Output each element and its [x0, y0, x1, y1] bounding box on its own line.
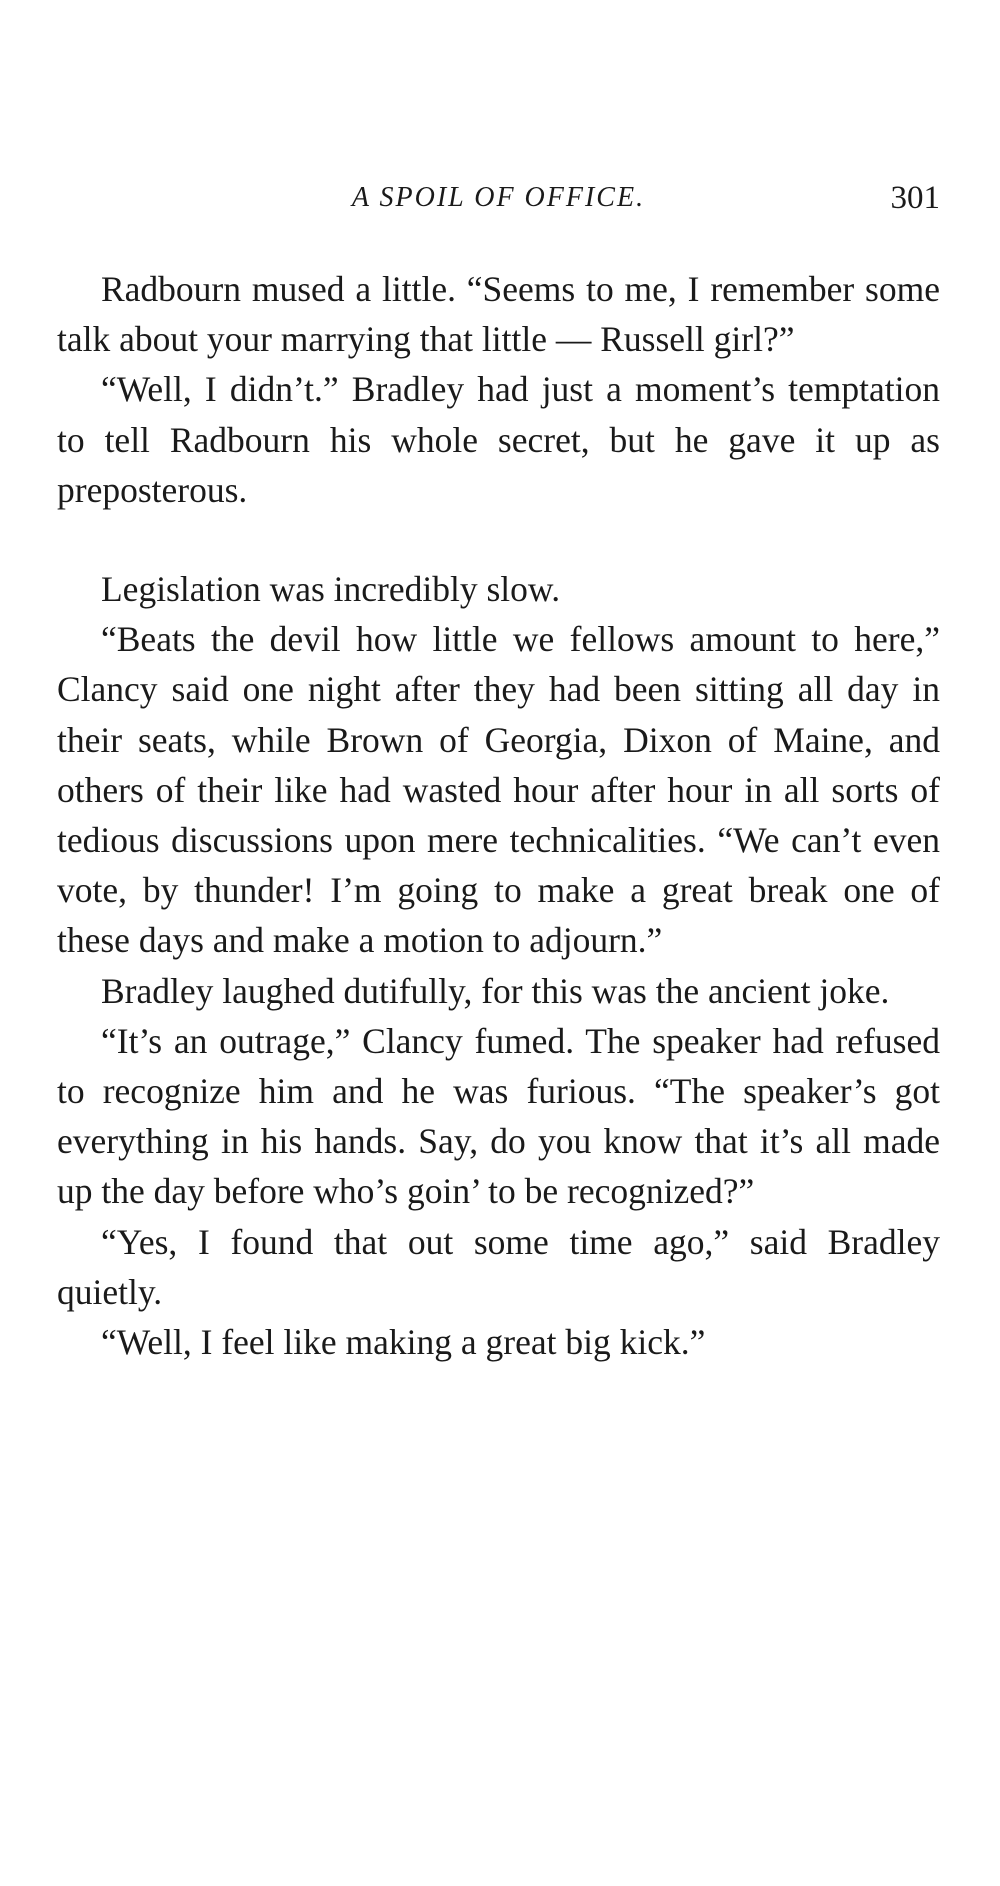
paragraph: “Beats the devil how little we fellows amount to here,” Clancy said one night after they had been sitting all day in their seats, while Brown of Georgia, Dixon of Maine, and others of their like had wasted hour after hour in all sorts of tedious discussions upon mere technicalities. “We can’t even vote, by thunder! I’m going to make a great break one of these days and make a motion to adjourn.”: [57, 619, 940, 961]
paragraph: “Well, I didn’t.” Bradley had just a moment’s temptation to tell Radbourn his whole secret, but he gave it up as preposterous.: [57, 369, 940, 510]
paragraph: Bradley laughed dutifully, for this was the ancient joke.: [101, 970, 890, 1011]
paragraph: “It’s an outrage,” Clancy fumed. The speaker had refused to recognize him and he was furious. “The speaker’s got everything in his hands. Say, do you know that it’s all made up the day before who’s goin’ to be recognized?”: [57, 1020, 940, 1212]
paragraph: “Well, I feel like making a great big kick.”: [101, 1322, 706, 1363]
paragraph: Radbourn mused a little. “Seems to me, I remember some talk about your marrying that little — Russell girl?”: [57, 269, 940, 360]
running-title: A SPOIL OF OFFICE.: [351, 182, 646, 213]
paragraph: “Yes, I found that out some time ago,” said Bradley quietly.: [57, 1221, 940, 1312]
page-number: 301: [890, 180, 940, 216]
paragraph: Legislation was incredibly slow.: [101, 569, 561, 610]
running-head: [57, 176, 940, 220]
body-text: [57, 264, 940, 1367]
